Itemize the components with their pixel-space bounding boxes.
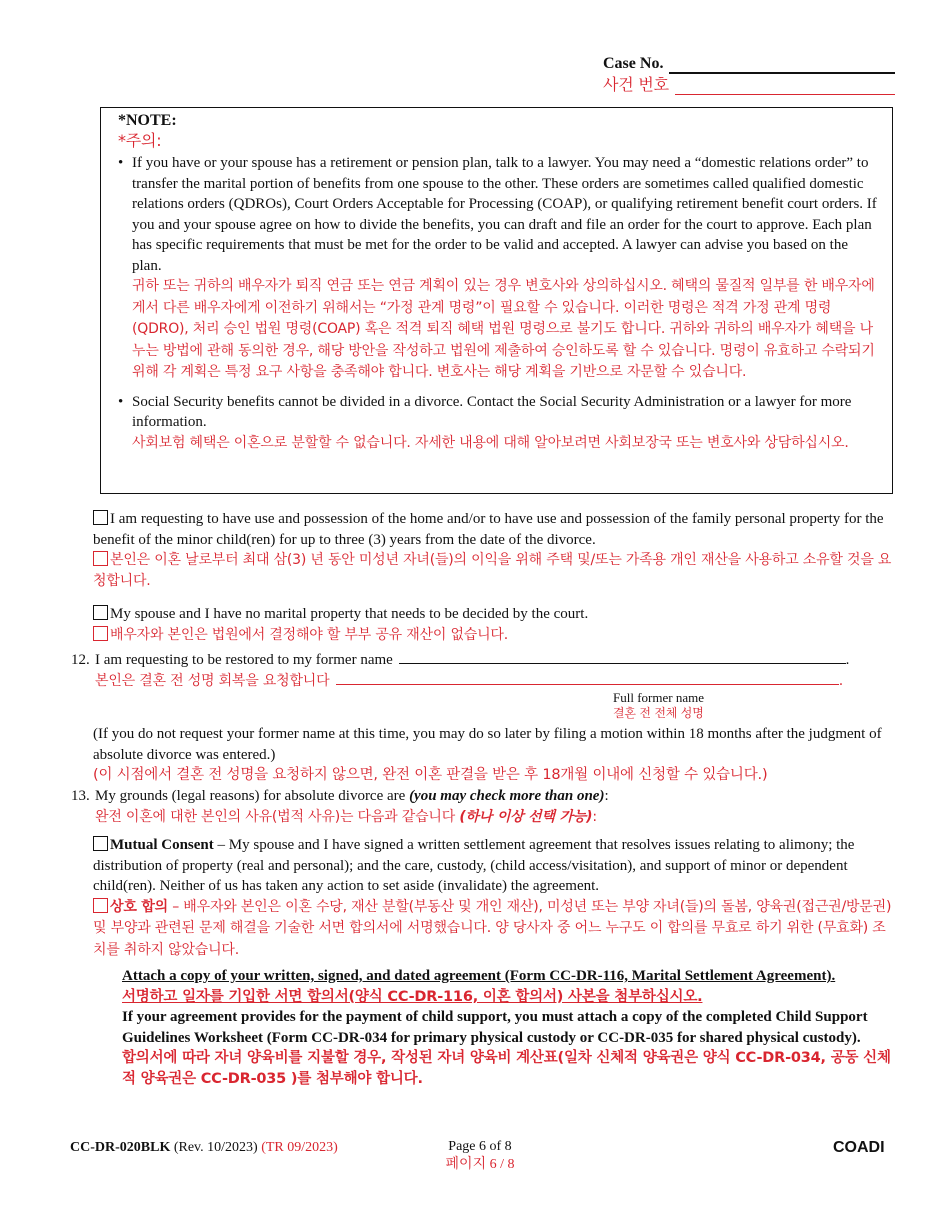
mutual-consent-checkbox-kr[interactable]	[93, 898, 108, 913]
item-13-colon: :	[604, 788, 609, 804]
attach-notes	[122, 966, 892, 1090]
former-name-field[interactable]	[399, 651, 846, 664]
footer-page	[430, 1138, 530, 1174]
case-number-label-kr: 사건 번호	[603, 74, 669, 94]
item-12-text: I am requesting to be restored to my former name	[95, 652, 393, 668]
use-possession-text-kr: 본인은 이혼 날로부터 최대 삼(3) 년 동안 미성년 자녀(들)의 이익을 위해 주택 및/또는 가족용 개인 재산을 사용하고 소유할 것을 요청합니다.	[93, 552, 892, 589]
case-number-row-kr	[603, 74, 895, 95]
former-name-caption-text: Full former name	[613, 690, 704, 705]
item-12-text-kr: 본인은 결혼 전 성명 회복을 요청합니다	[95, 672, 330, 689]
item-13-text: My grounds (legal reasons) for absolute divorce are	[95, 788, 410, 804]
child-support-note: If your agreement provides for the payment of child support, you must attach a copy of the completed Child Support Guidelines Worksheet (Form CC-DR-034 for primary physical custody or CC-DR-035 for shared physical custody).	[122, 1009, 868, 1046]
use-possession-checkbox[interactable]	[93, 510, 108, 525]
use-possession-text: I am requesting to have use and possession of the home and/or to have use and possession of the family personal property for the benefit of the minor child(ren) for up to three (3) years from the date of the divorce.	[93, 511, 884, 548]
attach-agreement-note: Attach a copy of your written, signed, and dated agreement (Form CC-DR-116, Marital Settlement Agreement).	[122, 968, 836, 984]
item-13-text-kr: 완전 이혼에 대한 본인의 사유(법적 사유)는 다음과 같습니다	[95, 808, 460, 825]
form-translation: (TR 09/2023)	[261, 1140, 338, 1155]
item-12-note-text-kr: (이 시점에서 결혼 전 성명을 요청하지 않으면, 완전 이혼 판결을 받은 후 18개월 이내에 신청할 수 있습니다.)	[93, 767, 768, 783]
case-number-field-kr[interactable]	[675, 80, 895, 95]
mutual-consent-dash: –	[213, 837, 229, 853]
page-number: Page 6 of 8	[448, 1139, 512, 1154]
note-bullet-retirement	[118, 153, 878, 384]
footer-brand: COADI	[833, 1139, 885, 1156]
mutual-consent-text: My spouse and I have signed a written settlement agreement that resolves issues relating to alimony; the distribution of property (real and personal); and the care, custody, (child access/visitation), and support of minor or dependent child(ren). Neither of us has taken any action to set aside (invalidate) the agreement.	[93, 837, 855, 894]
case-number-label: Case No.	[603, 54, 664, 72]
note-bullet-text: Social Security benefits cannot be divided in a divorce. Contact the Social Security Administration or a lawyer for more information.	[132, 393, 852, 430]
former-name-caption	[613, 690, 704, 721]
item-12-period-kr: .	[838, 672, 843, 689]
attach-agreement-note-kr: 서명하고 일자를 기입한 서면 합의서(양식 CC-DR-116, 이혼 합의서) 사본을 첨부하십시오.	[122, 988, 703, 1005]
mutual-consent-text-kr: 배우자와 본인은 이혼 수당, 재산 분할(부동산 및 개인 재산), 미성년 또는 부양 자녀(들)의 돌봄, 양육권(접근권/방문권) 및 부양과 관련된 문제 해결을 기술한 서면 합의서에 서명했습니다. 양 당사자 중 어느 누구도 이 합의를 무효로 하기 위한 (무효화) 조치를 취하지 않았습니다.	[93, 898, 892, 958]
note-bullet-text: If you have or your spouse has a retirement or pension plan, talk to a lawyer. You may need a “domestic relations order” to transfer the marital portion of benefits from one spouse to the other. These orders are sometimes called qualified domestic relations orders (QDROs), Court Orders Acceptable for Processing (COAP), or qualifying retirement benefit court orders. If you and your spouse agree on how to divide the benefits, you can draft and file an order for the court to approve. Each plan has specific requirements that must be met for the order to be valid and accepted. A lawyer can advise you based on the plan.	[132, 155, 877, 274]
note-title: *NOTE:	[118, 112, 177, 129]
note-bullet-text-kr: 사회보험 혜택은 이혼으로 분할할 수 없습니다. 자세한 내용에 대해 알아보려면 사회보장국 또는 변호사와 상담하십시오.	[132, 434, 849, 451]
mutual-consent-option	[93, 835, 893, 961]
item-13-number: 13.	[71, 788, 90, 804]
page-number-kr: 페이지 6 / 8	[445, 1157, 515, 1172]
use-possession-checkbox-kr[interactable]	[93, 551, 108, 566]
note-bullet-text-kr: 귀하 또는 귀하의 배우자가 퇴직 연금 또는 연금 계획이 있는 경우 변호사와 상의하십시오. 혜택의 물질적 일부를 한 배우자에게서 다른 배우자에게 이전하기 위해서는 “가정 관계 명령”이 필요할 수 있습니다. 이러한 명령은 적격 가정 관계 명령(QDRO), 처리 승인 법원 명령(COAP) 혹은 적격 퇴직 혜택 법원 명령으로 불기도 합니다. 귀하와 귀하의 배우자가 혜택을 나누는 방법에 관해 동의한 경우, 해당 방안을 작성하고 법원에 제출하여 승인하도록 할 수 있습니다. 명령이 유효하고 수락되기 위해 각 계획은 특정 요구 사항을 충족해야 합니다. 변호사는 해당 계획을 기반으로 자문할 수 있습니다.	[132, 278, 875, 380]
case-number-field[interactable]	[669, 58, 895, 74]
former-name-caption-text-kr: 결혼 전 전체 성명	[613, 706, 704, 720]
note-title-kr: *주의:	[118, 131, 162, 150]
item-12-note	[93, 724, 893, 786]
no-marital-property-text-kr: 배우자와 본인은 법원에서 결정해야 할 부부 공유 재산이 없습니다.	[110, 626, 508, 643]
note-box	[100, 107, 893, 494]
item-13-text-emphasis: (you may check more than one)	[409, 788, 605, 804]
mutual-consent-label-kr: 상호 합의	[110, 898, 168, 915]
item-12	[71, 650, 901, 691]
bullet-icon: •	[118, 155, 124, 171]
item-13-colon-kr: :	[592, 808, 597, 825]
mutual-consent-label: Mutual Consent	[110, 837, 214, 853]
no-marital-property-checkbox[interactable]	[93, 605, 108, 620]
no-marital-property-checkbox-kr[interactable]	[93, 626, 108, 641]
footer-form-id	[70, 1138, 338, 1159]
form-revision: (Rev. 10/2023)	[173, 1140, 258, 1155]
item-12-note-text: (If you do not request your former name at this time, you may do so later by filing a motion within 18 months after the judgment of absolute divorce was entered.)	[93, 726, 882, 763]
item-12-number: 12.	[71, 652, 90, 668]
option-use-possession	[93, 509, 893, 592]
option-no-marital-property	[93, 604, 893, 645]
former-name-field-kr[interactable]	[336, 672, 839, 685]
item-13-text-emphasis-kr: (하나 이상 선택 가능)	[459, 808, 593, 825]
child-support-note-kr: 합의서에 따라 자녀 양육비를 지불할 경우, 작성된 자녀 양육비 계산표(일차 신체적 양육권은 양식 CC-DR-034, 공동 신체적 양육권은 CC-DR-035 )를 첨부해야 합니다.	[122, 1050, 891, 1087]
note-bullet-social-security	[118, 392, 878, 455]
mutual-consent-dash-kr: –	[167, 898, 184, 915]
bullet-icon: •	[118, 393, 124, 410]
item-12-period: .	[845, 652, 850, 668]
case-number-block	[603, 53, 895, 95]
item-13	[71, 786, 901, 827]
case-number-row	[603, 53, 895, 74]
mutual-consent-checkbox[interactable]	[93, 836, 108, 851]
form-id: CC-DR-020BLK	[70, 1140, 171, 1155]
no-marital-property-text: My spouse and I have no marital property that needs to be decided by the court.	[110, 606, 589, 622]
